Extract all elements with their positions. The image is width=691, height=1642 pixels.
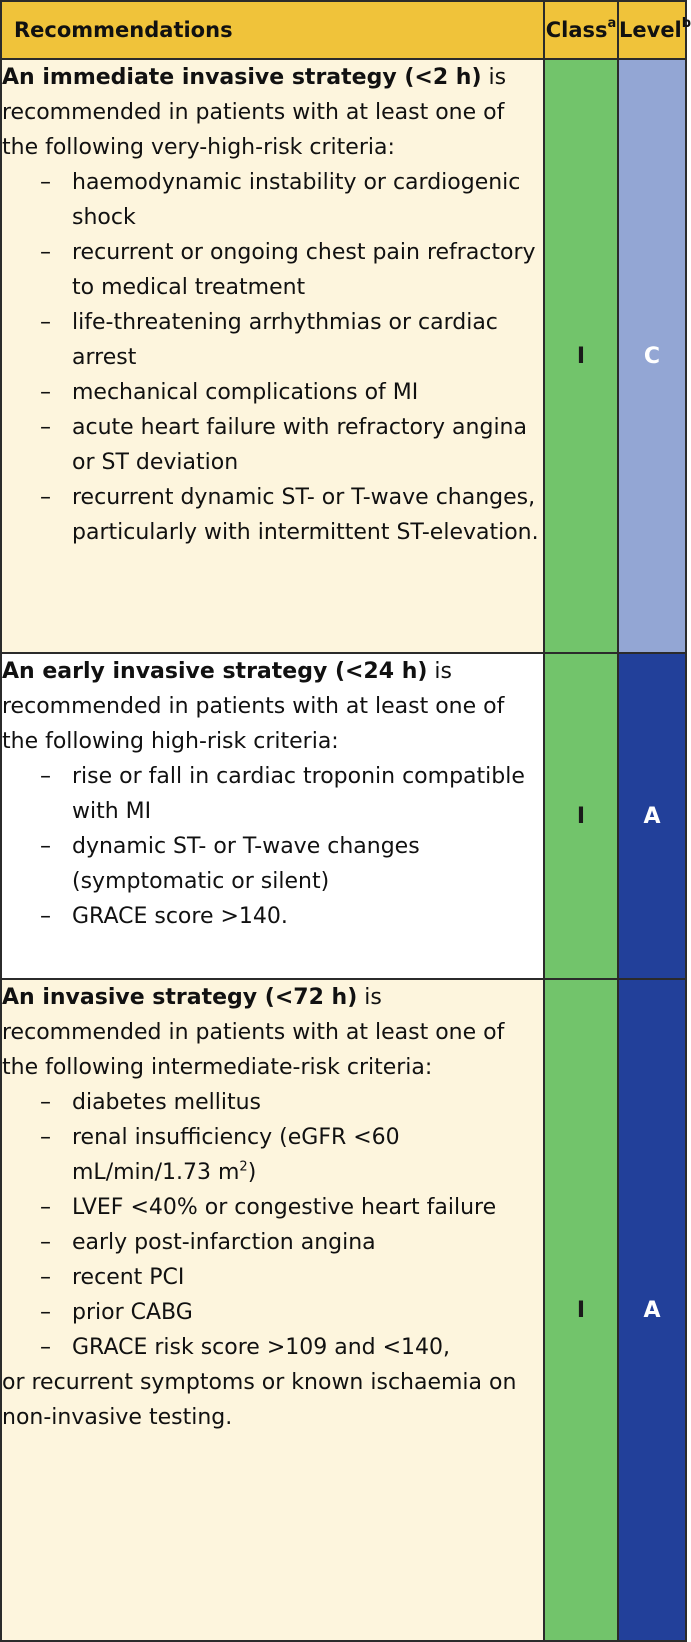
criteria-item: – haemodynamic instability or cardiogenic shock [2, 165, 543, 235]
recommendation-lead [2, 60, 543, 165]
criteria-item: – LVEF <40% or congestive heart failure [2, 1190, 543, 1225]
header-recommendations [1, 1, 544, 59]
class-cell: I [544, 653, 618, 979]
criteria-item: – mechanical complications of MI [2, 375, 543, 410]
header-class-label: Class [545, 18, 608, 42]
recommendation-tail: or recurrent symptoms or known ischaemia on non-invasive testing. [2, 1370, 517, 1430]
recommendation-lead-bold: An early invasive strategy (<24 h) [2, 659, 428, 684]
recommendation-lead [2, 980, 543, 1085]
criteria-item-close: ) [247, 1160, 257, 1185]
recommendation-lead [2, 654, 543, 759]
header-row [1, 1, 686, 59]
criteria-item: – recurrent or ongoing chest pain refractory to medical treatment [2, 235, 543, 305]
header-recommendations-label: Recommendations [14, 18, 233, 42]
criteria-item-text: renal insufficiency (eGFR <60 mL/min/1.73 m [72, 1125, 400, 1185]
recommendation-text [1, 653, 544, 979]
recommendation-row-invasive [1, 979, 686, 1641]
criteria-item: – early post-infarction angina [2, 1225, 543, 1260]
recommendation-text [1, 979, 544, 1641]
recommendation-lead-rest: is recommended in patients with at least one of the following very-high-risk criteria: [2, 65, 507, 160]
recommendation-lead-bold: An immediate invasive strategy (<2 h) [2, 65, 482, 90]
level-cell: C [618, 59, 686, 653]
level-cell: A [618, 979, 686, 1641]
criteria-item [2, 1120, 543, 1190]
criteria-item: – GRACE risk score >109 and <140, [2, 1330, 543, 1365]
criteria-item: – life-threatening arrhythmias or cardiac arrest [2, 305, 543, 375]
criteria-item: – prior CABG [2, 1295, 543, 1330]
criteria-item: – acute heart failure with refractory angina or ST deviation [2, 410, 543, 480]
class-cell: I [544, 979, 618, 1641]
superscript: 2 [239, 1159, 248, 1175]
criteria-item: – dynamic ST- or T-wave changes (symptomatic or silent) [2, 829, 543, 899]
class-cell: I [544, 59, 618, 653]
recommendation-lead-rest: is recommended in patients with at least one of the following high-risk criteria: [2, 659, 505, 754]
criteria-item: – recurrent dynamic ST- or T-wave changes, particularly with intermittent ST-elevation. [2, 480, 543, 550]
level-cell: A [618, 653, 686, 979]
header-level [618, 1, 691, 59]
recommendation-lead-bold: An invasive strategy (<72 h) [2, 985, 358, 1010]
criteria-item: – recent PCI [2, 1260, 543, 1295]
header-level-label: Level [619, 18, 682, 42]
criteria-list [2, 1085, 543, 1365]
recommendation-text [1, 59, 544, 653]
criteria-item: – GRACE score >140. [2, 899, 543, 934]
header-class-footnote: a [607, 16, 617, 31]
header-class [544, 1, 618, 59]
criteria-item: – rise or fall in cardiac troponin compatible with MI [2, 759, 543, 829]
recommendation-row-immediate [1, 59, 686, 653]
criteria-list [2, 165, 543, 550]
recommendation-row-early [1, 653, 686, 979]
recommendation-lead-rest: is recommended in patients with at least one of the following intermediate-risk criteria: [2, 985, 505, 1080]
header-level-footnote: b [681, 16, 691, 31]
criteria-list [2, 759, 543, 934]
criteria-item: – diabetes mellitus [2, 1085, 543, 1120]
